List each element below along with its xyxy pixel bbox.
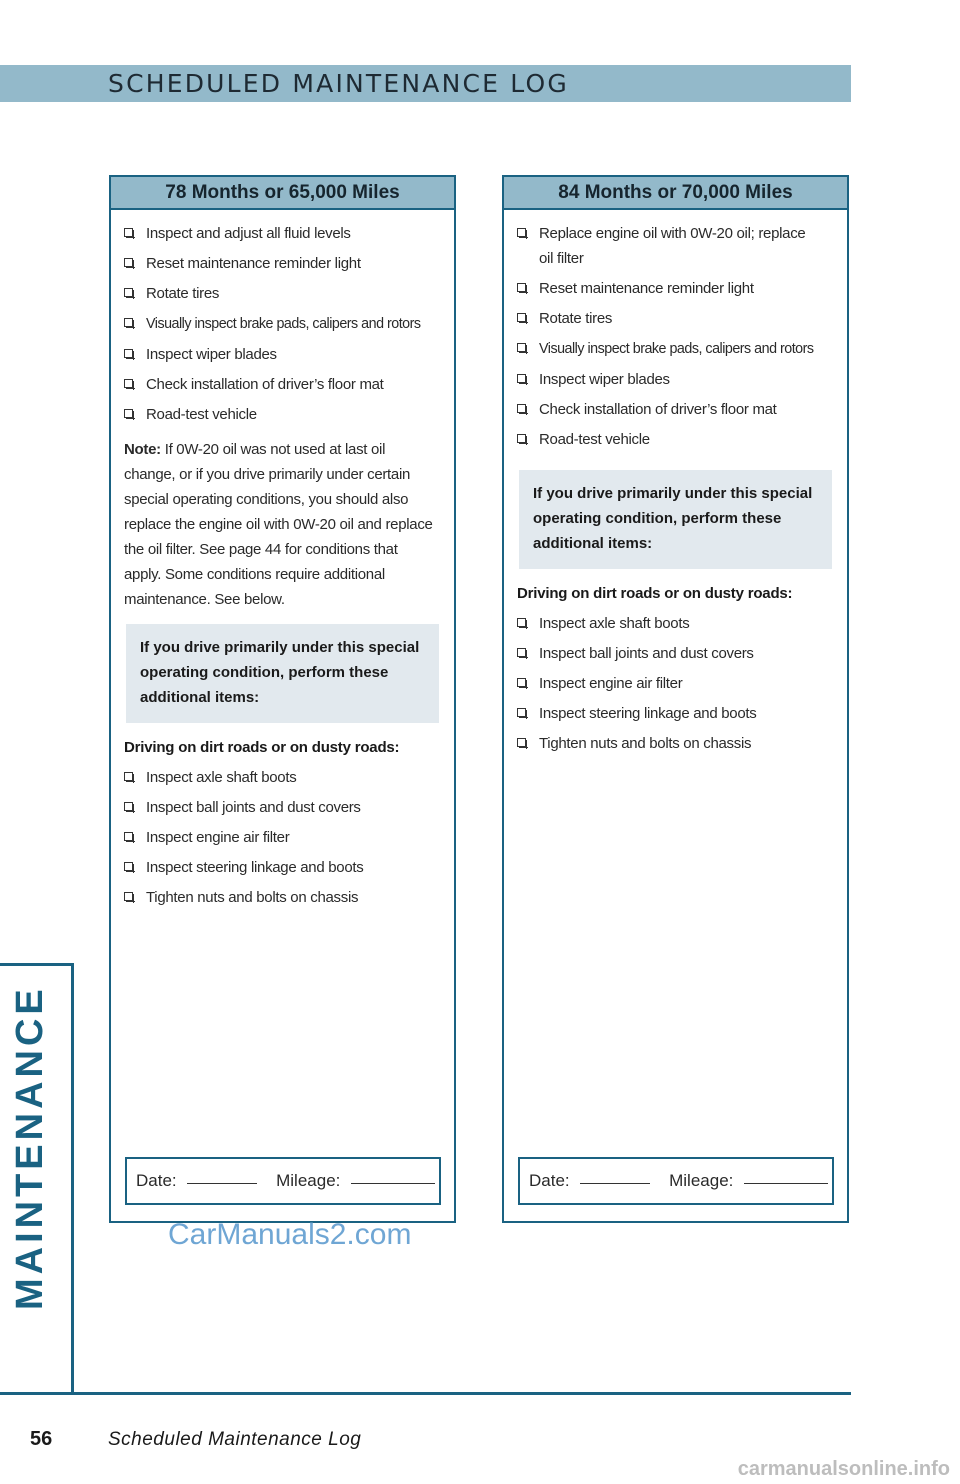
date-mileage-field[interactable] (518, 1157, 834, 1205)
checkbox-icon[interactable] (124, 379, 133, 388)
checkbox-icon[interactable] (124, 258, 133, 267)
checkbox-icon[interactable] (124, 318, 133, 327)
checkbox-icon[interactable] (517, 708, 526, 717)
checkbox-icon[interactable] (124, 288, 133, 297)
checklist-item[interactable]: Rotate tires (517, 306, 847, 331)
checklist-item[interactable]: Inspect engine air filter (124, 825, 454, 850)
checkbox-icon[interactable] (517, 648, 526, 657)
checkbox-icon[interactable] (517, 283, 526, 292)
checkbox-icon[interactable] (517, 313, 526, 322)
date-label: Date: (136, 1171, 177, 1190)
checklist-item[interactable]: Inspect wiper blades (517, 367, 847, 392)
checkbox-icon[interactable] (517, 678, 526, 687)
checkbox-icon[interactable] (517, 738, 526, 747)
checklist-item[interactable]: Inspect steering linkage and boots (517, 701, 847, 726)
checklist-item[interactable]: Tighten nuts and bolts on chassis (517, 731, 847, 756)
checklist-item[interactable]: Inspect ball joints and dust covers (517, 641, 847, 666)
checklist-item[interactable]: Inspect and adjust all fluid levels (124, 221, 454, 246)
special-condition-callout: If you drive primarily under this special operating condition, perform these additional items: (519, 470, 832, 569)
mileage-label: Mileage: (276, 1171, 341, 1190)
checklist-item[interactable]: Inspect steering linkage and boots (124, 855, 454, 880)
checkbox-icon[interactable] (124, 802, 133, 811)
checkbox-icon[interactable] (517, 343, 526, 352)
checklist-item[interactable]: Reset maintenance reminder light (124, 251, 454, 276)
checklist-item[interactable]: Rotate tires (124, 281, 454, 306)
section-title: SCHEDULED MAINTENANCE LOG (108, 69, 569, 98)
page-number: 56 (30, 1428, 53, 1450)
mileage-blank[interactable] (744, 1182, 828, 1184)
checklist-item[interactable]: Inspect wiper blades (124, 342, 454, 367)
checkbox-icon[interactable] (517, 404, 526, 413)
watermark: CarManuals2.com (168, 1218, 412, 1251)
checkbox-icon[interactable] (124, 892, 133, 901)
footer-title: Scheduled Maintenance Log (108, 1429, 362, 1450)
checkbox-icon[interactable] (124, 772, 133, 781)
site-watermark: carmanualsonline.info (737, 1458, 950, 1480)
checklist-item[interactable]: Inspect ball joints and dust covers (124, 795, 454, 820)
checkbox-icon[interactable] (517, 374, 526, 383)
checkbox-icon[interactable] (517, 618, 526, 627)
checklist-item[interactable]: Check installation of driver’s floor mat (517, 397, 847, 422)
checklist-item[interactable]: Tighten nuts and bolts on chassis (124, 885, 454, 910)
condition-heading: Driving on dirt roads or on dusty roads: (517, 585, 793, 602)
checklist-item[interactable]: Inspect engine air filter (517, 671, 847, 696)
checklist-item[interactable]: Replace engine oil with 0W-20 oil; replace oil filter (517, 221, 847, 271)
panel-title: 78 Months or 65,000 Miles (111, 177, 454, 210)
checkbox-icon[interactable] (517, 228, 526, 237)
checkbox-icon[interactable] (124, 228, 133, 237)
checklist-item[interactable]: Visually inspect brake pads, calipers and rotors (124, 311, 454, 337)
log-panel-84-months (502, 175, 849, 1223)
section-banner (0, 65, 851, 102)
checklist-item[interactable]: Reset maintenance reminder light (517, 276, 847, 301)
special-condition-callout: If you drive primarily under this special operating condition, perform these additional items: (126, 624, 439, 723)
checkbox-icon[interactable] (517, 434, 526, 443)
mileage-blank[interactable] (351, 1182, 435, 1184)
footer-rule (0, 1392, 851, 1395)
oil-note (124, 437, 454, 612)
note-text: If 0W-20 oil was not used at last oil change, or if you drive primarily under certain special operating conditions, you should also replace the engine oil with 0W-20 oil and replace the oil filter. See page 44 for conditions that apply. Some conditions require additional maintenance. See below. (124, 441, 433, 608)
date-label: Date: (529, 1171, 570, 1190)
log-panel-78-months (109, 175, 456, 1223)
checkbox-icon[interactable] (124, 832, 133, 841)
checklist-item[interactable]: Road-test vehicle (124, 402, 454, 427)
checklist-item[interactable]: Inspect axle shaft boots (124, 765, 454, 790)
note-label: Note: (124, 441, 161, 458)
date-blank[interactable] (187, 1182, 257, 1184)
checklist-item[interactable]: Road-test vehicle (517, 427, 847, 452)
condition-heading: Driving on dirt roads or on dusty roads: (124, 739, 400, 756)
checklist-item[interactable]: Inspect axle shaft boots (517, 611, 847, 636)
checklist-item[interactable]: Check installation of driver’s floor mat (124, 372, 454, 397)
checkbox-icon[interactable] (124, 409, 133, 418)
section-side-label: MAINTENANCE (9, 985, 51, 1310)
panel-title: 84 Months or 70,000 Miles (504, 177, 847, 210)
date-blank[interactable] (580, 1182, 650, 1184)
checkbox-icon[interactable] (124, 349, 133, 358)
checkbox-icon[interactable] (124, 862, 133, 871)
mileage-label: Mileage: (669, 1171, 734, 1190)
checklist-item[interactable]: Visually inspect brake pads, calipers and rotors (517, 336, 847, 362)
date-mileage-field[interactable] (125, 1157, 441, 1205)
